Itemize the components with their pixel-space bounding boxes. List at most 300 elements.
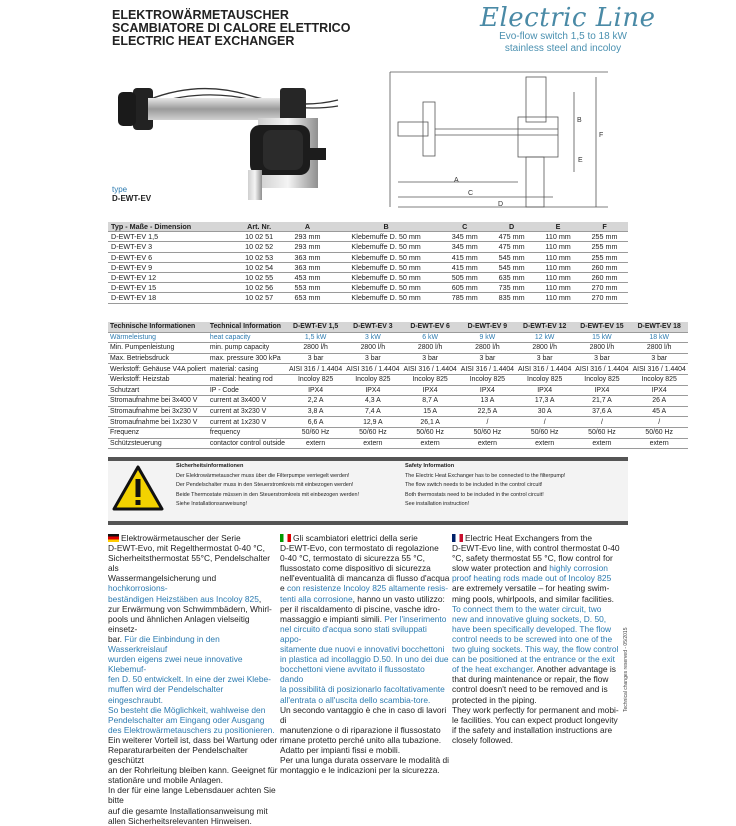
- text-line: [108, 634, 278, 654]
- text-run: if the safety and installation instructions are: [452, 724, 613, 735]
- table-cell: 37,6 A: [573, 406, 630, 417]
- table-cell: Klebemuffe D. 50 mm: [331, 242, 441, 252]
- table-cell: 293 mm: [284, 242, 331, 252]
- text-line: [108, 725, 278, 735]
- text-line: [108, 684, 278, 704]
- text-run: wurden eigens zwei neue innovative Klebemuf-: [108, 654, 243, 675]
- warning-icon: [112, 464, 164, 512]
- text-line: [452, 695, 622, 705]
- safety-de-line: Der Elektrowärmetauscher muss über die Filterpumpe verriegelt werden!: [176, 472, 350, 479]
- text-line: [280, 553, 450, 563]
- text-run: Reparaturarbeiten der Pendelschalter geschützt: [108, 744, 248, 766]
- text-run-highlight: highly corrosion: [549, 563, 608, 574]
- table-cell: 345 mm: [441, 242, 488, 252]
- text-line: [452, 553, 622, 563]
- text-run: nel circuito d'acqua sono stati sviluppati appo-: [280, 623, 427, 644]
- table-cell: extern: [516, 438, 573, 449]
- text-run: Sicherheitsthermostat 55°C, Pendelschalter als: [108, 553, 271, 574]
- table-row: [108, 332, 688, 343]
- table-cell: heat capacity: [208, 332, 287, 343]
- table-cell: 50/60 Hz: [516, 427, 573, 438]
- table-cell: /: [573, 417, 630, 428]
- table-cell: 110 mm: [535, 252, 581, 262]
- text-run: °C, safety thermostat 55 °C, flow control for: [452, 553, 613, 564]
- tech-header-de: Technische Informationen: [108, 322, 208, 332]
- table-cell: 30 A: [516, 406, 573, 417]
- text-line: [452, 583, 622, 593]
- table-cell: 475 mm: [488, 232, 535, 242]
- text-run: nell'eventualità di mancanza di flusso d'acqua: [280, 573, 450, 584]
- type-value: D-EWT-EV: [112, 194, 152, 203]
- text-run-highlight: Für die Einbindung in den Wasserkreislauf: [108, 633, 220, 655]
- table-cell: 110 mm: [535, 283, 581, 293]
- text-line: [280, 614, 450, 624]
- text-line: [108, 573, 278, 593]
- text-run: can be positioned at the entrance or the exit: [452, 654, 615, 665]
- text-line: [108, 654, 278, 674]
- safety-de-title: Sicherheitsinformationen: [176, 463, 244, 469]
- table-cell: AISI 316 / 1.4404: [403, 365, 457, 373]
- text-line: [452, 563, 622, 573]
- text-run: Un secondo vantaggio è che in caso di lavori di: [280, 704, 447, 725]
- text-run: D-EWT-Evo, mit Regelthermostat 0-40 °C,: [108, 543, 265, 554]
- text-run: in plastica ad incollaggio D.50. In uno dei due: [280, 654, 449, 665]
- text-run: proof heating rods made out of Incoloy 825: [452, 573, 612, 584]
- table-cell: Stromaufnahme bei 1x230 V: [108, 417, 208, 428]
- table-cell: AISI 316 / 1.4404: [346, 365, 400, 373]
- table-cell: Incoloy 825: [631, 374, 688, 385]
- text-line: [108, 543, 278, 553]
- table-cell: Min. Pumpenleistung: [108, 343, 208, 354]
- text-run: So besteht die Möglichkeit, wahlweise den: [108, 704, 266, 715]
- dimension-drawing: [378, 62, 630, 212]
- text-run: Ein weiterer Vorteil ist, dass bei Wartung oder: [108, 734, 278, 745]
- table-cell: Klebemuffe D. 50 mm: [331, 262, 441, 272]
- table-cell: 13 A: [459, 396, 516, 407]
- table-cell: extern: [402, 438, 459, 449]
- table-row: [108, 427, 688, 438]
- table-cell: 270 mm: [581, 283, 628, 293]
- table-cell: D-EWT-EV 9: [108, 262, 234, 272]
- table-cell: Incoloy 825: [573, 374, 630, 385]
- text-run: beständigen Heizstäben aus Incoloy 825: [108, 593, 259, 604]
- table-row: [108, 252, 628, 262]
- table-row: [108, 364, 688, 375]
- dim-label-a: A: [454, 177, 459, 184]
- table-cell: 110 mm: [535, 242, 581, 252]
- brand-logo: Electric Line: [480, 3, 656, 33]
- table-cell: 345 mm: [441, 232, 488, 242]
- text-run: montaggio e le indicazioni per la sicurezza.: [280, 765, 440, 776]
- text-line: [108, 594, 278, 604]
- table-cell: Incoloy 825: [516, 374, 573, 385]
- text-line: [280, 654, 450, 664]
- dims-header-e: E: [535, 222, 581, 232]
- table-cell: D-EWT-EV 15: [108, 283, 234, 293]
- table-cell: 50/60 Hz: [287, 427, 344, 438]
- table-cell: 9 kW: [459, 332, 516, 343]
- text-run: muffen wird der Pendelschalter eingeschraubt.: [108, 684, 224, 705]
- tech-header-ev15: D-EWT-EV 1,5: [287, 322, 344, 332]
- column-english: [452, 533, 622, 745]
- text-run: bar.: [108, 633, 125, 644]
- table-cell: min. pump capacity: [208, 343, 287, 354]
- table-row: [108, 417, 688, 428]
- table-cell: 635 mm: [488, 272, 535, 282]
- table-cell: 3 kW: [344, 332, 401, 343]
- table-cell: extern: [344, 438, 401, 449]
- table-cell: 110 mm: [535, 272, 581, 282]
- table-cell: Stromaufnahme bei 3x230 V: [108, 406, 208, 417]
- text-line: [452, 725, 622, 735]
- text-line: [280, 624, 450, 644]
- text-line: [452, 624, 622, 634]
- table-cell: 2800 l/h: [459, 343, 516, 354]
- text-run: all'entrata o all'uscita dello scambia-tore.: [280, 694, 431, 705]
- title-en: ELECTRIC HEAT EXCHANGER: [112, 34, 295, 48]
- table-cell: 10 02 57: [234, 293, 284, 303]
- text-line: [452, 634, 622, 644]
- dims-header-b: B: [331, 222, 441, 232]
- table-row: [108, 242, 628, 252]
- text-line: [280, 684, 450, 694]
- text-line: [108, 604, 278, 614]
- text-run: le facilities. You can expect product longevity: [452, 714, 618, 725]
- text-run: , hanno un vasto utilizzo:: [352, 593, 445, 604]
- table-cell: 260 mm: [581, 262, 628, 272]
- table-cell: 2800 l/h: [573, 343, 630, 354]
- table-cell: 475 mm: [488, 242, 535, 252]
- text-run: Gli scambiatori elettrici della serie: [293, 533, 418, 543]
- tech-info-table: [108, 322, 688, 449]
- table-cell: Klebemuffe D. 50 mm: [331, 272, 441, 282]
- column-italian: [280, 533, 450, 775]
- table-cell: extern: [573, 438, 630, 449]
- table-cell: extern: [459, 438, 516, 449]
- table-cell: Werkstoff: Heizstab: [108, 374, 208, 385]
- table-cell: AISI 316 / 1.4404: [460, 365, 515, 373]
- text-run: massaggio e impianti simili.: [280, 613, 385, 624]
- text-line: [108, 533, 278, 543]
- text-run: ming pools, whirlpools, and similar facilities.: [452, 593, 614, 604]
- text-run: ,: [258, 593, 262, 604]
- text-run: Another advantage is: [534, 664, 616, 675]
- table-cell: 15 kW: [573, 332, 630, 343]
- table-cell: IPX4: [287, 385, 344, 396]
- text-line: [108, 806, 278, 816]
- safety-de-line: Beide Thermostate müssen in den Steuerstromkreis mit einbezogen werden!: [176, 491, 359, 498]
- text-line: [452, 573, 622, 583]
- table-row: [108, 385, 688, 396]
- table-cell: Klebemuffe D. 50 mm: [331, 252, 441, 262]
- tech-header-ev12: D-EWT-EV 12: [516, 322, 573, 332]
- table-cell: 735 mm: [488, 283, 535, 293]
- dimension-table: [108, 222, 628, 304]
- safety-en-line: See installation instruction!: [405, 501, 470, 508]
- text-line: [280, 735, 450, 745]
- table-cell: 293 mm: [284, 232, 331, 242]
- tech-header-ev6: D-EWT-EV 6: [402, 322, 459, 332]
- table-cell: 270 mm: [581, 293, 628, 303]
- table-row: [108, 353, 688, 364]
- text-run: tenti alla corrosione: [280, 593, 353, 604]
- text-run: sitamente due nuovi e innovativi bocchettoni: [280, 644, 445, 655]
- table-cell: D-EWT-EV 12: [108, 272, 234, 282]
- table-cell: Stromaufnahme bei 3x400 V: [108, 396, 208, 407]
- text-run-highlight: con resistenze Incoloy 825 altamente resis-: [287, 583, 449, 594]
- text-run: control doesn't need to be removed and is: [452, 684, 608, 695]
- table-cell: Schützsteuerung: [108, 438, 208, 449]
- table-cell: 363 mm: [284, 252, 331, 262]
- table-cell: 110 mm: [535, 293, 581, 303]
- text-line: [108, 553, 278, 573]
- dim-label-d: D: [498, 201, 504, 208]
- table-cell: 255 mm: [581, 252, 628, 262]
- table-cell: 17,3 A: [516, 396, 573, 407]
- table-cell: 3 bar: [402, 353, 459, 364]
- tech-header-ev9: D-EWT-EV 9: [459, 322, 516, 332]
- text-line: [280, 725, 450, 735]
- text-line: [452, 715, 622, 725]
- text-line: [280, 664, 450, 684]
- table-cell: Werkstoff: Gehäuse V4A poliert: [110, 365, 206, 373]
- table-cell: Incoloy 825: [402, 374, 459, 385]
- safety-de-line: Der Pendelschalter muss in den Steuerstromkreis mit einbezogen werden!: [176, 482, 354, 489]
- table-cell: 18 kW: [631, 332, 688, 343]
- table-cell: 110 mm: [535, 262, 581, 272]
- text-run: protected in the piping.: [452, 694, 537, 705]
- table-cell: 10 02 55: [234, 272, 284, 282]
- text-line: [452, 684, 622, 694]
- table-cell: 50/60 Hz: [459, 427, 516, 438]
- table-cell: 6 kW: [402, 332, 459, 343]
- text-run: In der für eine lange Lebensdauer achten Sie bitte: [108, 785, 276, 806]
- table-cell: max. pressure 300 kPa: [208, 353, 287, 364]
- text-line: [280, 594, 450, 604]
- table-cell: 10 02 53: [234, 252, 284, 262]
- text-line: [452, 664, 622, 674]
- table-cell: 260 mm: [581, 272, 628, 282]
- table-cell: current at 3x400 V: [208, 396, 287, 407]
- text-run: new and innovative gluing sockets, D. 50,: [452, 613, 607, 624]
- table-cell: 26,1 A: [402, 417, 459, 428]
- table-cell: 3 bar: [344, 353, 401, 364]
- dim-label-b: B: [577, 117, 582, 124]
- table-cell: 553 mm: [284, 283, 331, 293]
- table-cell: D-EWT-EV 6: [108, 252, 234, 262]
- table-row: [108, 272, 628, 282]
- text-run: allen Sicherheitsrelevanten Hinweisen.: [108, 815, 252, 826]
- text-run: Adatto per impianti fissi e mobili.: [280, 744, 401, 755]
- table-cell: 3 bar: [287, 353, 344, 364]
- table-cell: 15 A: [402, 406, 459, 417]
- table-cell: extern: [631, 438, 688, 449]
- tech-header-ev15b: D-EWT-EV 15: [573, 322, 630, 332]
- safety-en-line: The Electric Heat Exchanger has to be connected to the filterpump!: [405, 472, 566, 479]
- text-run: pools und ähnlichen Anlagen vielseitig einsetz-: [108, 613, 250, 634]
- table-cell: 45 A: [631, 406, 688, 417]
- table-cell: /: [631, 417, 688, 428]
- text-run: Per una lunga durata osservare le modalità di: [280, 755, 449, 766]
- text-line: [452, 674, 622, 684]
- text-run: D-EWT-Evo, con termostato di regolazione: [280, 543, 439, 554]
- text-run: Elektrowärmetauscher der Serie: [121, 533, 241, 543]
- table-row: [108, 406, 688, 417]
- table-cell: Incoloy 825: [287, 374, 344, 385]
- text-line: [280, 533, 450, 543]
- table-cell: current at 1x230 V: [208, 417, 287, 428]
- text-line: [280, 644, 450, 654]
- table-cell: 505 mm: [441, 272, 488, 282]
- table-cell: 415 mm: [441, 252, 488, 262]
- table-cell: Klebemuffe D. 50 mm: [331, 283, 441, 293]
- table-cell: 363 mm: [284, 262, 331, 272]
- text-line: [108, 785, 278, 805]
- table-cell: 2800 l/h: [287, 343, 344, 354]
- table-cell: Max. Betriebsdruck: [108, 353, 208, 364]
- text-run-highlight: Per l'inserimento: [384, 613, 447, 624]
- table-cell: 26 A: [631, 396, 688, 407]
- text-run: auf die gesamte Installationsanweisung mit: [108, 805, 268, 816]
- tech-header-en: Technical Information: [208, 322, 287, 332]
- table-cell: 8,7 A: [402, 396, 459, 407]
- table-row: [108, 293, 628, 303]
- text-run: of the heat exchanger.: [452, 664, 535, 675]
- dims-header-c: C: [441, 222, 488, 232]
- table-cell: 3 bar: [516, 353, 573, 364]
- text-run: des Elektrowärmetauschers zu positionieren.: [108, 724, 275, 735]
- dims-header-f: F: [581, 222, 628, 232]
- table-cell: 3 bar: [459, 353, 516, 364]
- text-run: e: [280, 583, 287, 594]
- table-cell: 835 mm: [488, 293, 535, 303]
- subtitle-line-2: stainless steel and incoloy: [504, 43, 622, 54]
- text-line: [452, 604, 622, 614]
- table-cell: 545 mm: [488, 252, 535, 262]
- de-flag-icon: [108, 534, 119, 542]
- table-cell: 110 mm: [535, 232, 581, 242]
- text-run: Pendelschalter am Eingang oder Ausgang: [108, 714, 265, 725]
- en-flag-icon: [452, 534, 463, 542]
- text-line: [452, 705, 622, 715]
- table-cell: IPX4: [573, 385, 630, 396]
- table-cell: 605 mm: [441, 283, 488, 293]
- table-cell: frequency: [208, 427, 287, 438]
- table-cell: 50/60 Hz: [402, 427, 459, 438]
- safety-en-title: Safety Information: [405, 463, 455, 469]
- text-run: Electric Heat Exchangers from the: [465, 533, 593, 543]
- product-photo: [108, 70, 340, 210]
- text-line: [452, 543, 622, 553]
- text-run: To connect them to the water circuit, two: [452, 603, 602, 614]
- text-line: [108, 614, 278, 634]
- tech-header-ev18: D-EWT-EV 18: [631, 322, 688, 332]
- safety-en: [405, 462, 625, 510]
- table-cell: 50/60 Hz: [344, 427, 401, 438]
- text-run: two gluing sockets. This way, the flow control: [452, 644, 619, 655]
- table-cell: material: heating rod: [208, 374, 287, 385]
- text-run: have been specifically developed. The flow: [452, 623, 612, 634]
- table-cell: 4,3 A: [344, 396, 401, 407]
- table-cell: Schutzart: [108, 385, 208, 396]
- dim-label-e: E: [578, 157, 583, 164]
- table-cell: /: [516, 417, 573, 428]
- table-cell: 3 bar: [631, 353, 688, 364]
- text-line: [452, 644, 622, 654]
- table-cell: 12,9 A: [344, 417, 401, 428]
- table-cell: IPX4: [344, 385, 401, 396]
- type-label: type: [112, 185, 128, 194]
- column-german: [108, 533, 278, 826]
- safety-bottom-bar: [108, 521, 628, 525]
- text-run: per il riscaldamento di piscine, vasche idro-: [280, 603, 441, 614]
- safety-en-line: The flow switch needs to be included in the control circuit!: [405, 482, 543, 489]
- table-cell: 22,5 A: [459, 406, 516, 417]
- safety-en-line: Both thermostats need to be included in the control circuit!: [405, 491, 544, 498]
- text-run: Wassermangelsicherung und: [108, 573, 217, 584]
- table-cell: 50/60 Hz: [631, 427, 688, 438]
- table-cell: extern: [287, 438, 344, 449]
- table-cell: AISI 316 / 1.4404: [518, 365, 572, 373]
- text-line: [452, 594, 622, 604]
- table-cell: Incoloy 825: [344, 374, 401, 385]
- table-cell: IPX4: [516, 385, 573, 396]
- dims-header-d: D: [488, 222, 535, 232]
- text-line: [280, 604, 450, 614]
- table-cell: AISI 316 / 1.4404: [632, 365, 686, 373]
- table-cell: 453 mm: [284, 272, 331, 282]
- table-row: [108, 396, 688, 407]
- text-line: [108, 735, 278, 745]
- text-run-highlight: hochkorrosions-: [108, 583, 168, 594]
- table-cell: D-EWT-EV 1,5: [108, 232, 234, 242]
- text-line: [280, 563, 450, 573]
- text-line: [108, 775, 278, 785]
- text-line: [280, 543, 450, 553]
- table-row: [108, 374, 688, 385]
- table-row: [108, 343, 688, 354]
- table-row: [108, 262, 628, 272]
- safety-de-line: Siehe Installationsanweisung!: [176, 501, 248, 508]
- table-cell: 2800 l/h: [344, 343, 401, 354]
- text-run: are extremely versatile – for heating swim-: [452, 583, 610, 594]
- table-cell: 10 02 51: [234, 232, 284, 242]
- dims-header-type: Typ - Maße - Dimension: [108, 222, 234, 232]
- table-cell: 50/60 Hz: [573, 427, 630, 438]
- text-line: [280, 705, 450, 725]
- table-cell: 21,7 A: [573, 396, 630, 407]
- text-line: [108, 765, 278, 775]
- text-line: [108, 705, 278, 715]
- it-flag-icon: [280, 534, 291, 542]
- table-cell: Frequenz: [108, 427, 208, 438]
- table-cell: material: casing: [208, 364, 287, 375]
- text-run: They work perfectly for permanent and mobi-: [452, 704, 619, 715]
- text-run: zur Erwärmung von Schwimmbädern, Whirl-: [108, 603, 272, 614]
- table-cell: IP - Code: [208, 385, 287, 396]
- text-line: [108, 816, 278, 826]
- text-run: rimane protetto perché unito alla tubazione.: [280, 734, 442, 745]
- text-run: closely followed.: [452, 734, 513, 745]
- table-cell: Wärmeleistung: [108, 332, 208, 343]
- table-cell: 12 kW: [516, 332, 573, 343]
- text-line: [108, 674, 278, 684]
- table-cell: D-EWT-EV 3: [108, 242, 234, 252]
- text-line: [452, 614, 622, 624]
- subtitle-line-1: Evo-flow switch 1,5 to 18 kW: [499, 31, 627, 42]
- table-cell: 10 02 52: [234, 242, 284, 252]
- table-cell: AISI 316 / 1.4404: [288, 365, 343, 373]
